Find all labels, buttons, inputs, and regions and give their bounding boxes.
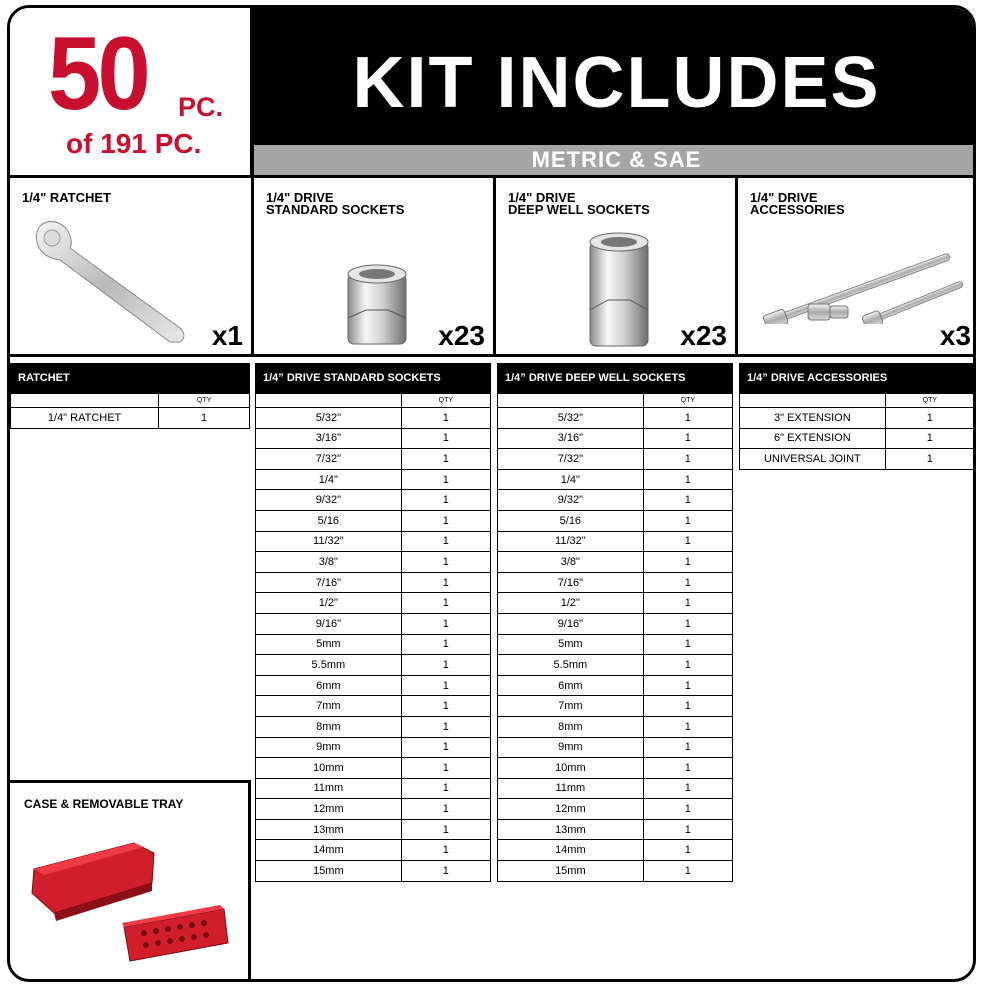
table-row (256, 675, 491, 696)
item-name-cell: 15mm (498, 861, 644, 882)
item-qty-cell: 1 (401, 716, 490, 737)
table-row (498, 593, 733, 614)
table-row (498, 572, 733, 593)
table-row (498, 613, 733, 634)
table-row (256, 861, 491, 882)
table-row (256, 758, 491, 779)
table-row (256, 716, 491, 737)
panel-standard-sockets (251, 178, 493, 354)
item-qty-cell: 1 (643, 552, 732, 573)
piece-count-block (10, 8, 254, 175)
panel-accessories (735, 178, 976, 354)
item-name-cell: 9/16" (256, 613, 402, 634)
item-qty-cell: 1 (401, 552, 490, 573)
table (10, 393, 250, 429)
qty-header: QTY (159, 394, 250, 408)
item-name-cell: 5.5mm (256, 655, 402, 676)
item-name-cell: 11/32" (498, 531, 644, 552)
table-row (256, 572, 491, 593)
item-name-cell: 8mm (498, 716, 644, 737)
product-panels (10, 175, 976, 357)
panel-qty: x3 (939, 320, 971, 351)
item-name-cell: 5/16 (498, 510, 644, 531)
panel-title (508, 192, 650, 216)
table-column-header (256, 394, 491, 408)
item-name-cell: 6" EXTENSION (740, 428, 886, 449)
item-name-cell: 3/8" (256, 552, 402, 573)
item-name-cell: 9/32" (256, 490, 402, 511)
table-row (256, 490, 491, 511)
panel-title-line2: STANDARD SOCKETS (266, 202, 405, 217)
item-qty-cell: 1 (643, 758, 732, 779)
table-row (498, 758, 733, 779)
table-row (740, 449, 975, 470)
item-name-cell: 13mm (256, 819, 402, 840)
qty-header: QTY (885, 394, 974, 408)
item-name-cell: UNIVERSAL JOINT (740, 449, 886, 470)
item-qty-cell: 1 (643, 490, 732, 511)
table-row (256, 593, 491, 614)
table-row (256, 655, 491, 676)
panel-title (266, 192, 404, 216)
table-row (256, 613, 491, 634)
item-name-cell: 1/4" (498, 469, 644, 490)
item-qty-cell: 1 (643, 675, 732, 696)
panel-title (22, 192, 111, 204)
item-name-cell: 6mm (256, 675, 402, 696)
item-name-cell: 12mm (256, 799, 402, 820)
panel-title (750, 192, 845, 216)
item-qty-cell: 1 (643, 469, 732, 490)
piece-count-unit: PC. (178, 92, 224, 122)
item-name-cell: 5mm (498, 634, 644, 655)
item-name-cell: 10mm (256, 758, 402, 779)
panel-title-line2: DEEP WELL SOCKETS (508, 202, 650, 217)
item-qty-cell: 1 (401, 408, 490, 429)
item-qty-cell: 1 (885, 428, 974, 449)
table-row (498, 799, 733, 820)
table-row (256, 469, 491, 490)
item-qty-cell: 1 (401, 778, 490, 799)
item-name-cell: 12mm (498, 799, 644, 820)
case-panel (10, 780, 251, 982)
header-band (254, 8, 976, 145)
item-qty-cell: 1 (643, 572, 732, 593)
table-row (498, 819, 733, 840)
table-cell (11, 394, 159, 408)
item-qty-cell: 1 (401, 737, 490, 758)
table-row (256, 428, 491, 449)
panel-title-line1: 1/4" DRIVE (266, 190, 334, 205)
item-qty-cell: 1 (401, 593, 490, 614)
item-qty-cell: 1 (401, 655, 490, 676)
item-name-cell: 7mm (256, 696, 402, 717)
table-row (256, 696, 491, 717)
panel-title-line1: 1/4" RATCHET (22, 190, 111, 205)
item-name-cell: 14mm (498, 840, 644, 861)
page-title: KIT INCLUDES (352, 43, 881, 123)
panel-ratchet (10, 178, 251, 354)
item-name-cell: 9/16" (498, 613, 644, 634)
item-name-cell: 5/32" (256, 408, 402, 429)
table-row (256, 408, 491, 429)
item-name-cell: 14mm (256, 840, 402, 861)
item-qty-cell: 1 (401, 428, 490, 449)
item-qty-cell: 1 (885, 449, 974, 470)
item-qty-cell: 1 (643, 861, 732, 882)
item-name-cell: 9/32" (498, 490, 644, 511)
item-qty-cell: 1 (401, 531, 490, 552)
panel-qty: x23 (680, 320, 727, 351)
item-qty-cell: 1 (401, 469, 490, 490)
item-qty-cell: 1 (401, 840, 490, 861)
kit-sheet (7, 5, 976, 982)
table-row (256, 531, 491, 552)
table-row (498, 696, 733, 717)
panel-title-line2: ACCESSORIES (750, 202, 845, 217)
table-row (256, 552, 491, 573)
item-name-cell: 5/16 (256, 510, 402, 531)
item-qty-cell: 1 (401, 696, 490, 717)
item-qty-cell: 1 (643, 531, 732, 552)
item-qty-cell: 1 (401, 861, 490, 882)
total-count-text: of 191 PC. (66, 128, 202, 159)
table-row (498, 737, 733, 758)
table-row (498, 778, 733, 799)
table-title: 1/4” DRIVE ACCESSORIES (739, 363, 975, 393)
table-row (498, 861, 733, 882)
accessories-table (739, 363, 975, 470)
item-qty-cell: 1 (159, 408, 250, 429)
accessories-image (752, 234, 972, 324)
item-qty-cell: 1 (401, 449, 490, 470)
item-name-cell: 9mm (256, 737, 402, 758)
case-title: CASE & REMOVABLE TRAY (24, 797, 184, 811)
item-name-cell: 1/4" (256, 469, 402, 490)
table-row (498, 428, 733, 449)
item-name-cell: 11mm (498, 778, 644, 799)
item-qty-cell: 1 (643, 696, 732, 717)
subheader-band (254, 145, 976, 175)
table-row (498, 634, 733, 655)
item-qty-cell: 1 (643, 593, 732, 614)
item-name-cell: 8mm (256, 716, 402, 737)
table (739, 393, 975, 470)
standard-socket-image (346, 262, 408, 348)
deepwell-socket-image (588, 230, 650, 350)
item-qty-cell: 1 (643, 613, 732, 634)
item-qty-cell: 1 (643, 737, 732, 758)
table-column-header (11, 394, 250, 408)
panel-qty: x1 (211, 320, 243, 351)
table-row (256, 819, 491, 840)
item-name-cell: 1/4" RATCHET (11, 408, 159, 429)
table-column-header (740, 394, 975, 408)
case-image (24, 823, 234, 973)
item-name-cell: 13mm (498, 819, 644, 840)
item-qty-cell: 1 (643, 716, 732, 737)
item-qty-cell: 1 (643, 799, 732, 820)
item-qty-cell: 1 (401, 613, 490, 634)
table-row (498, 552, 733, 573)
item-qty-cell: 1 (643, 449, 732, 470)
item-name-cell: 5/32" (498, 408, 644, 429)
table (497, 393, 733, 882)
panel-deepwell-sockets (493, 178, 735, 354)
item-name-cell: 7mm (498, 696, 644, 717)
panel-title-line1: 1/4" DRIVE (508, 190, 576, 205)
ratchet-table (10, 363, 250, 429)
panel-qty: x23 (438, 320, 485, 351)
table-column-header (498, 394, 733, 408)
page-subtitle: METRIC & SAE (531, 147, 702, 172)
table-row (740, 408, 975, 429)
table-row (498, 469, 733, 490)
item-name-cell: 3/8" (498, 552, 644, 573)
standard-sockets-table (255, 363, 491, 882)
table-title: 1/4” DRIVE DEEP WELL SOCKETS (497, 363, 733, 393)
table-cell (256, 394, 402, 408)
table-row (498, 531, 733, 552)
item-qty-cell: 1 (643, 510, 732, 531)
table-row (256, 449, 491, 470)
table-row (498, 408, 733, 429)
item-name-cell: 1/2" (498, 593, 644, 614)
table-cell (498, 394, 644, 408)
item-qty-cell: 1 (643, 819, 732, 840)
item-name-cell: 3/16" (256, 428, 402, 449)
item-qty-cell: 1 (401, 799, 490, 820)
table-row (256, 634, 491, 655)
piece-count-number: 50 (48, 16, 148, 132)
item-name-cell: 9mm (498, 737, 644, 758)
table-row (498, 716, 733, 737)
item-name-cell: 3" EXTENSION (740, 408, 886, 429)
item-name-cell: 7/16" (498, 572, 644, 593)
item-qty-cell: 1 (401, 758, 490, 779)
item-name-cell: 15mm (256, 861, 402, 882)
table-row (256, 778, 491, 799)
table-row (256, 840, 491, 861)
item-qty-cell: 1 (643, 428, 732, 449)
table-row (11, 408, 250, 429)
item-qty-cell: 1 (643, 408, 732, 429)
item-name-cell: 3/16" (498, 428, 644, 449)
item-qty-cell: 1 (401, 572, 490, 593)
table-cell (740, 394, 886, 408)
table-row (498, 655, 733, 676)
item-qty-cell: 1 (401, 634, 490, 655)
table-row (498, 510, 733, 531)
qty-header: QTY (643, 394, 732, 408)
table-row (256, 737, 491, 758)
item-name-cell: 1/2" (256, 593, 402, 614)
table-title: RATCHET (10, 363, 250, 393)
ratchet-image (30, 218, 200, 348)
item-name-cell: 10mm (498, 758, 644, 779)
table-row (498, 449, 733, 470)
item-name-cell: 6mm (498, 675, 644, 696)
item-name-cell: 7/32" (498, 449, 644, 470)
item-qty-cell: 1 (401, 510, 490, 531)
item-qty-cell: 1 (643, 840, 732, 861)
table-row (256, 510, 491, 531)
table-row (740, 428, 975, 449)
table-row (498, 840, 733, 861)
item-name-cell: 11mm (256, 778, 402, 799)
item-qty-cell: 1 (885, 408, 974, 429)
table-row (256, 799, 491, 820)
item-qty-cell: 1 (643, 778, 732, 799)
item-name-cell: 11/32" (256, 531, 402, 552)
item-qty-cell: 1 (401, 819, 490, 840)
item-name-cell: 7/16" (256, 572, 402, 593)
deepwell-sockets-table (497, 363, 733, 882)
item-name-cell: 5.5mm (498, 655, 644, 676)
item-qty-cell: 1 (401, 675, 490, 696)
item-qty-cell: 1 (401, 490, 490, 511)
item-qty-cell: 1 (643, 655, 732, 676)
panel-title-line1: 1/4" DRIVE (750, 190, 818, 205)
item-name-cell: 5mm (256, 634, 402, 655)
qty-header: QTY (401, 394, 490, 408)
item-name-cell: 7/32" (256, 449, 402, 470)
table-row (498, 490, 733, 511)
item-qty-cell: 1 (643, 634, 732, 655)
table-title: 1/4” DRIVE STANDARD SOCKETS (255, 363, 491, 393)
table-row (498, 675, 733, 696)
table (255, 393, 491, 882)
